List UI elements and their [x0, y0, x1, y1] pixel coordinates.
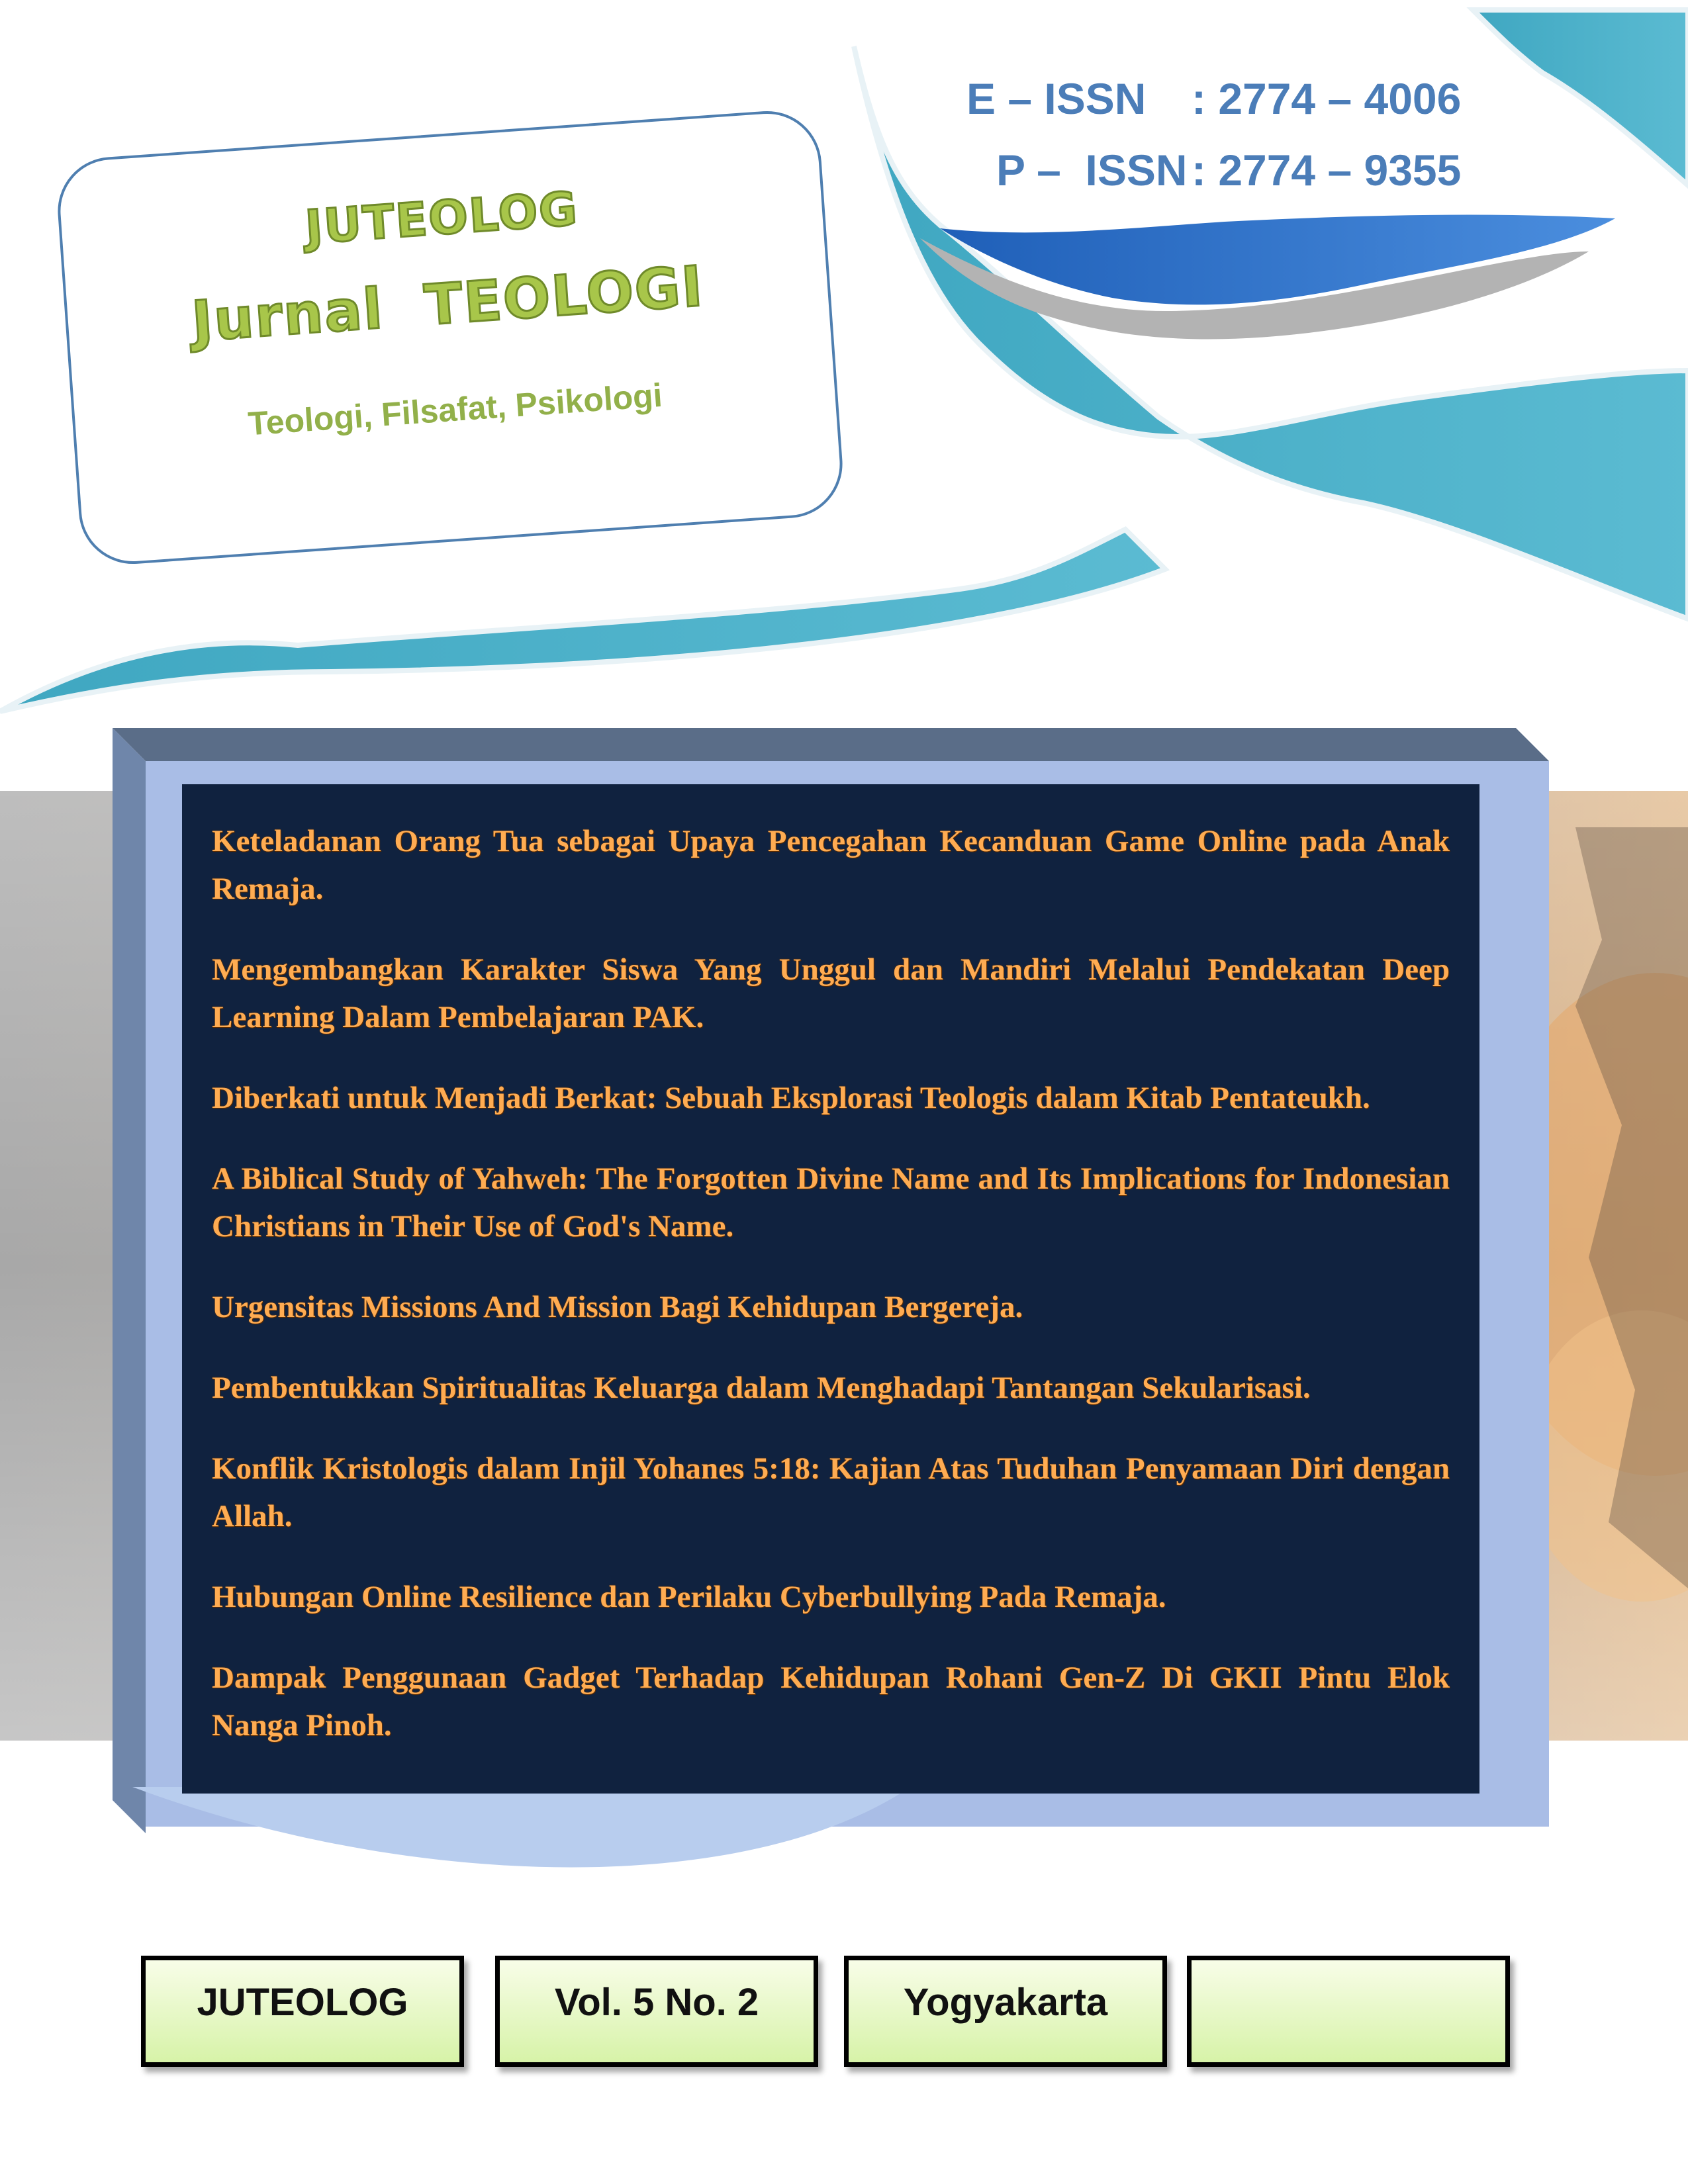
article-title[interactable]: Hubungan Online Resilience dan Perilaku Cyberbullying Pada Remaja. — [212, 1580, 1166, 1614]
p-issn-value: : 2774 – 9355 — [1192, 146, 1462, 195]
article-title[interactable]: Konflik Kristologis dalam Injil Yohanes 5:18: Kajian Atas Tuduhan Penyamaan Diri dengan Allah. — [212, 1451, 1450, 1533]
p-issn-label: P – ISSN — [996, 146, 1188, 195]
blue-swoosh — [940, 215, 1615, 305]
journal-name-line1: JUTEOLOG — [303, 181, 581, 255]
article-title[interactable]: Diberkati untuk Menjadi Berkat: Sebuah Eksplorasi Teologis dalam Kitab Pentateukh. — [212, 1081, 1370, 1115]
e-issn-value: : 2774 – 4006 — [1192, 74, 1462, 123]
article-title[interactable]: A Biblical Study of Yahweh: The Forgotten Divine Name and Its Implications for Indonesian Christians in Their Use of God's Name. — [212, 1161, 1450, 1244]
e-issn-label: E – ISSN — [966, 74, 1147, 123]
journal-title-card — [53, 106, 847, 569]
footer-city-box: Yogyakarta — [844, 1956, 1167, 2067]
article-title[interactable]: Mengembangkan Karakter Siswa Yang Unggul dan Mandiri Melalui Pendekatan Deep Learning Dalam Pembelajaran PAK. — [212, 952, 1450, 1034]
footer-empty-box — [1187, 1956, 1510, 2067]
article-title[interactable]: Dampak Penggunaan Gadget Terhadap Kehidupan Rohani Gen-Z Di GKII Pintu Elok Nanga Pinoh. — [212, 1661, 1450, 1743]
articles-panel — [182, 784, 1479, 1794]
article-title[interactable]: Pembentukkan Spiritualitas Keluarga dalam Menghadapi Tantangan Sekularisasi. — [212, 1371, 1311, 1405]
footer-journal-box: JUTEOLOG — [141, 1956, 464, 2067]
p-issn-row — [966, 134, 1461, 206]
article-title[interactable]: Keteladanan Orang Tua sebagai Upaya Pencegahan Kecanduan Game Online pada Anak Remaja. — [212, 824, 1450, 906]
footer-volume-box: Vol. 5 No. 2 — [495, 1956, 818, 2067]
journal-subtitle: Teologi, Filsafat, Psikologi — [246, 376, 664, 443]
teal-swoosh-corner — [1473, 10, 1688, 185]
journal-name-line2: Jurnal TEOLOGI — [189, 253, 706, 355]
issn-block — [966, 63, 1461, 206]
article-title[interactable]: Urgensitas Missions And Mission Bagi Kehidupan Bergereja. — [212, 1290, 1023, 1324]
e-issn-row — [966, 63, 1461, 134]
